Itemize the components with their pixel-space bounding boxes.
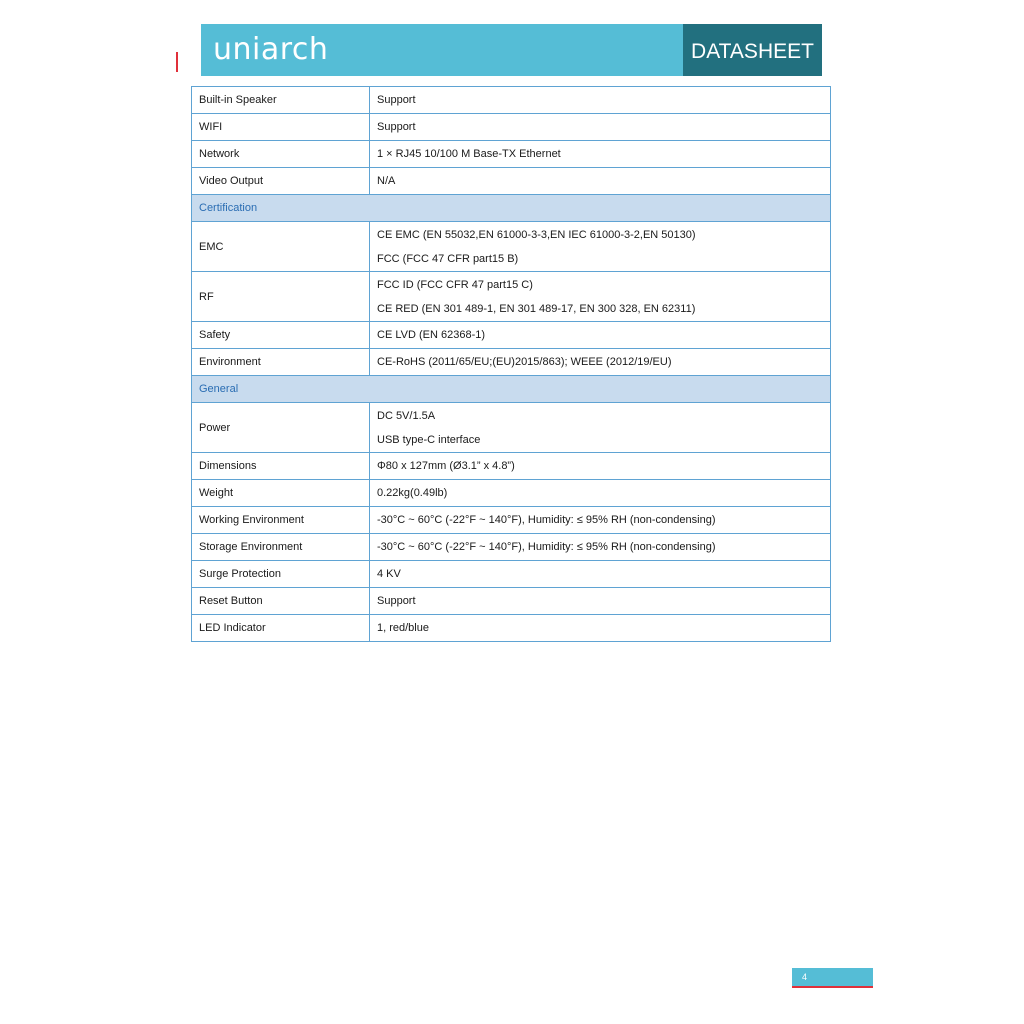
table-row	[192, 272, 831, 322]
spec-value: CE RED (EN 301 489-1, EN 301 489-17, EN 300 328, EN 62311)	[377, 302, 696, 315]
spec-label: Storage Environment	[192, 534, 370, 561]
spec-value: Support	[377, 94, 416, 106]
spec-value-cell	[370, 168, 831, 195]
datasheet-label: DATASHEET	[683, 24, 822, 76]
spec-value: Support	[377, 121, 416, 133]
table-row	[192, 561, 831, 588]
spec-value: FCC (FCC 47 CFR part15 B)	[377, 252, 519, 265]
spec-value: FCC ID (FCC CFR 47 part15 C)	[377, 278, 533, 291]
spec-value-cell	[370, 349, 831, 376]
spec-value-cell	[370, 561, 831, 588]
table-row	[192, 349, 831, 376]
table-row	[192, 403, 831, 453]
spec-value-cell	[370, 453, 831, 480]
table-row	[192, 87, 831, 114]
spec-value-cell	[370, 222, 831, 272]
spec-label: RF	[192, 272, 370, 322]
table-row	[192, 322, 831, 349]
red-accent-mark	[176, 52, 178, 72]
table-row	[192, 534, 831, 561]
header-banner	[201, 24, 822, 76]
spec-label: Environment	[192, 349, 370, 376]
spec-label: Dimensions	[192, 453, 370, 480]
spec-label: LED Indicator	[192, 615, 370, 642]
table-row	[192, 222, 831, 272]
spec-value: CE LVD (EN 62368-1)	[377, 329, 486, 341]
spec-value: Φ80 x 127mm (Ø3.1” x 4.8”)	[377, 460, 515, 472]
table-row	[192, 480, 831, 507]
spec-value: 0.22kg(0.49lb)	[377, 487, 448, 499]
spec-label: Weight	[192, 480, 370, 507]
spec-value-cell	[370, 588, 831, 615]
spec-label: Video Output	[192, 168, 370, 195]
table-row	[192, 114, 831, 141]
spec-value-cell	[370, 272, 831, 322]
page-number: 4	[792, 968, 873, 986]
spec-label: WIFI	[192, 114, 370, 141]
section-header-row	[192, 376, 831, 403]
spec-value: N/A	[377, 175, 396, 187]
spec-value-cell	[370, 141, 831, 168]
spec-table	[191, 86, 831, 642]
spec-value: -30°C ~ 60°C (-22°F ~ 140°F), Humidity: ≤ 95% RH (non-condensing)	[377, 541, 716, 553]
table-row	[192, 168, 831, 195]
spec-value: 1, red/blue	[377, 622, 429, 634]
spec-value: USB type-C interface	[377, 433, 481, 446]
spec-label: Power	[192, 403, 370, 453]
spec-value-cell	[370, 87, 831, 114]
section-header-row	[192, 195, 831, 222]
uniarch-logo: uniarch	[213, 32, 329, 67]
table-row	[192, 141, 831, 168]
spec-value-cell	[370, 534, 831, 561]
spec-label: Reset Button	[192, 588, 370, 615]
table-row	[192, 453, 831, 480]
spec-label: Surge Protection	[192, 561, 370, 588]
spec-value: 4 KV	[377, 568, 401, 580]
section-title: General	[192, 376, 831, 403]
spec-value: -30°C ~ 60°C (-22°F ~ 140°F), Humidity: ≤ 95% RH (non-condensing)	[377, 514, 716, 526]
spec-value-cell	[370, 480, 831, 507]
spec-table-body	[192, 87, 831, 642]
spec-value-cell	[370, 615, 831, 642]
spec-value-cell	[370, 114, 831, 141]
table-row	[192, 588, 831, 615]
spec-label: Working Environment	[192, 507, 370, 534]
table-row	[192, 507, 831, 534]
footer-red-line	[792, 986, 873, 988]
section-title: Certification	[192, 195, 831, 222]
table-row	[192, 615, 831, 642]
spec-value-cell	[370, 403, 831, 453]
spec-label: EMC	[192, 222, 370, 272]
spec-value: CE-RoHS (2011/65/EU;(EU)2015/863); WEEE (2012/19/EU)	[377, 356, 672, 368]
spec-label: Built-in Speaker	[192, 87, 370, 114]
spec-value: DC 5V/1.5A	[377, 409, 436, 422]
spec-label: Safety	[192, 322, 370, 349]
spec-value: 1 × RJ45 10/100 M Base-TX Ethernet	[377, 148, 561, 160]
spec-value: Support	[377, 595, 416, 607]
spec-value-cell	[370, 507, 831, 534]
spec-value-cell	[370, 322, 831, 349]
spec-label: Network	[192, 141, 370, 168]
spec-value: CE EMC (EN 55032,EN 61000-3-3,EN IEC 61000-3-2,EN 50130)	[377, 228, 696, 241]
